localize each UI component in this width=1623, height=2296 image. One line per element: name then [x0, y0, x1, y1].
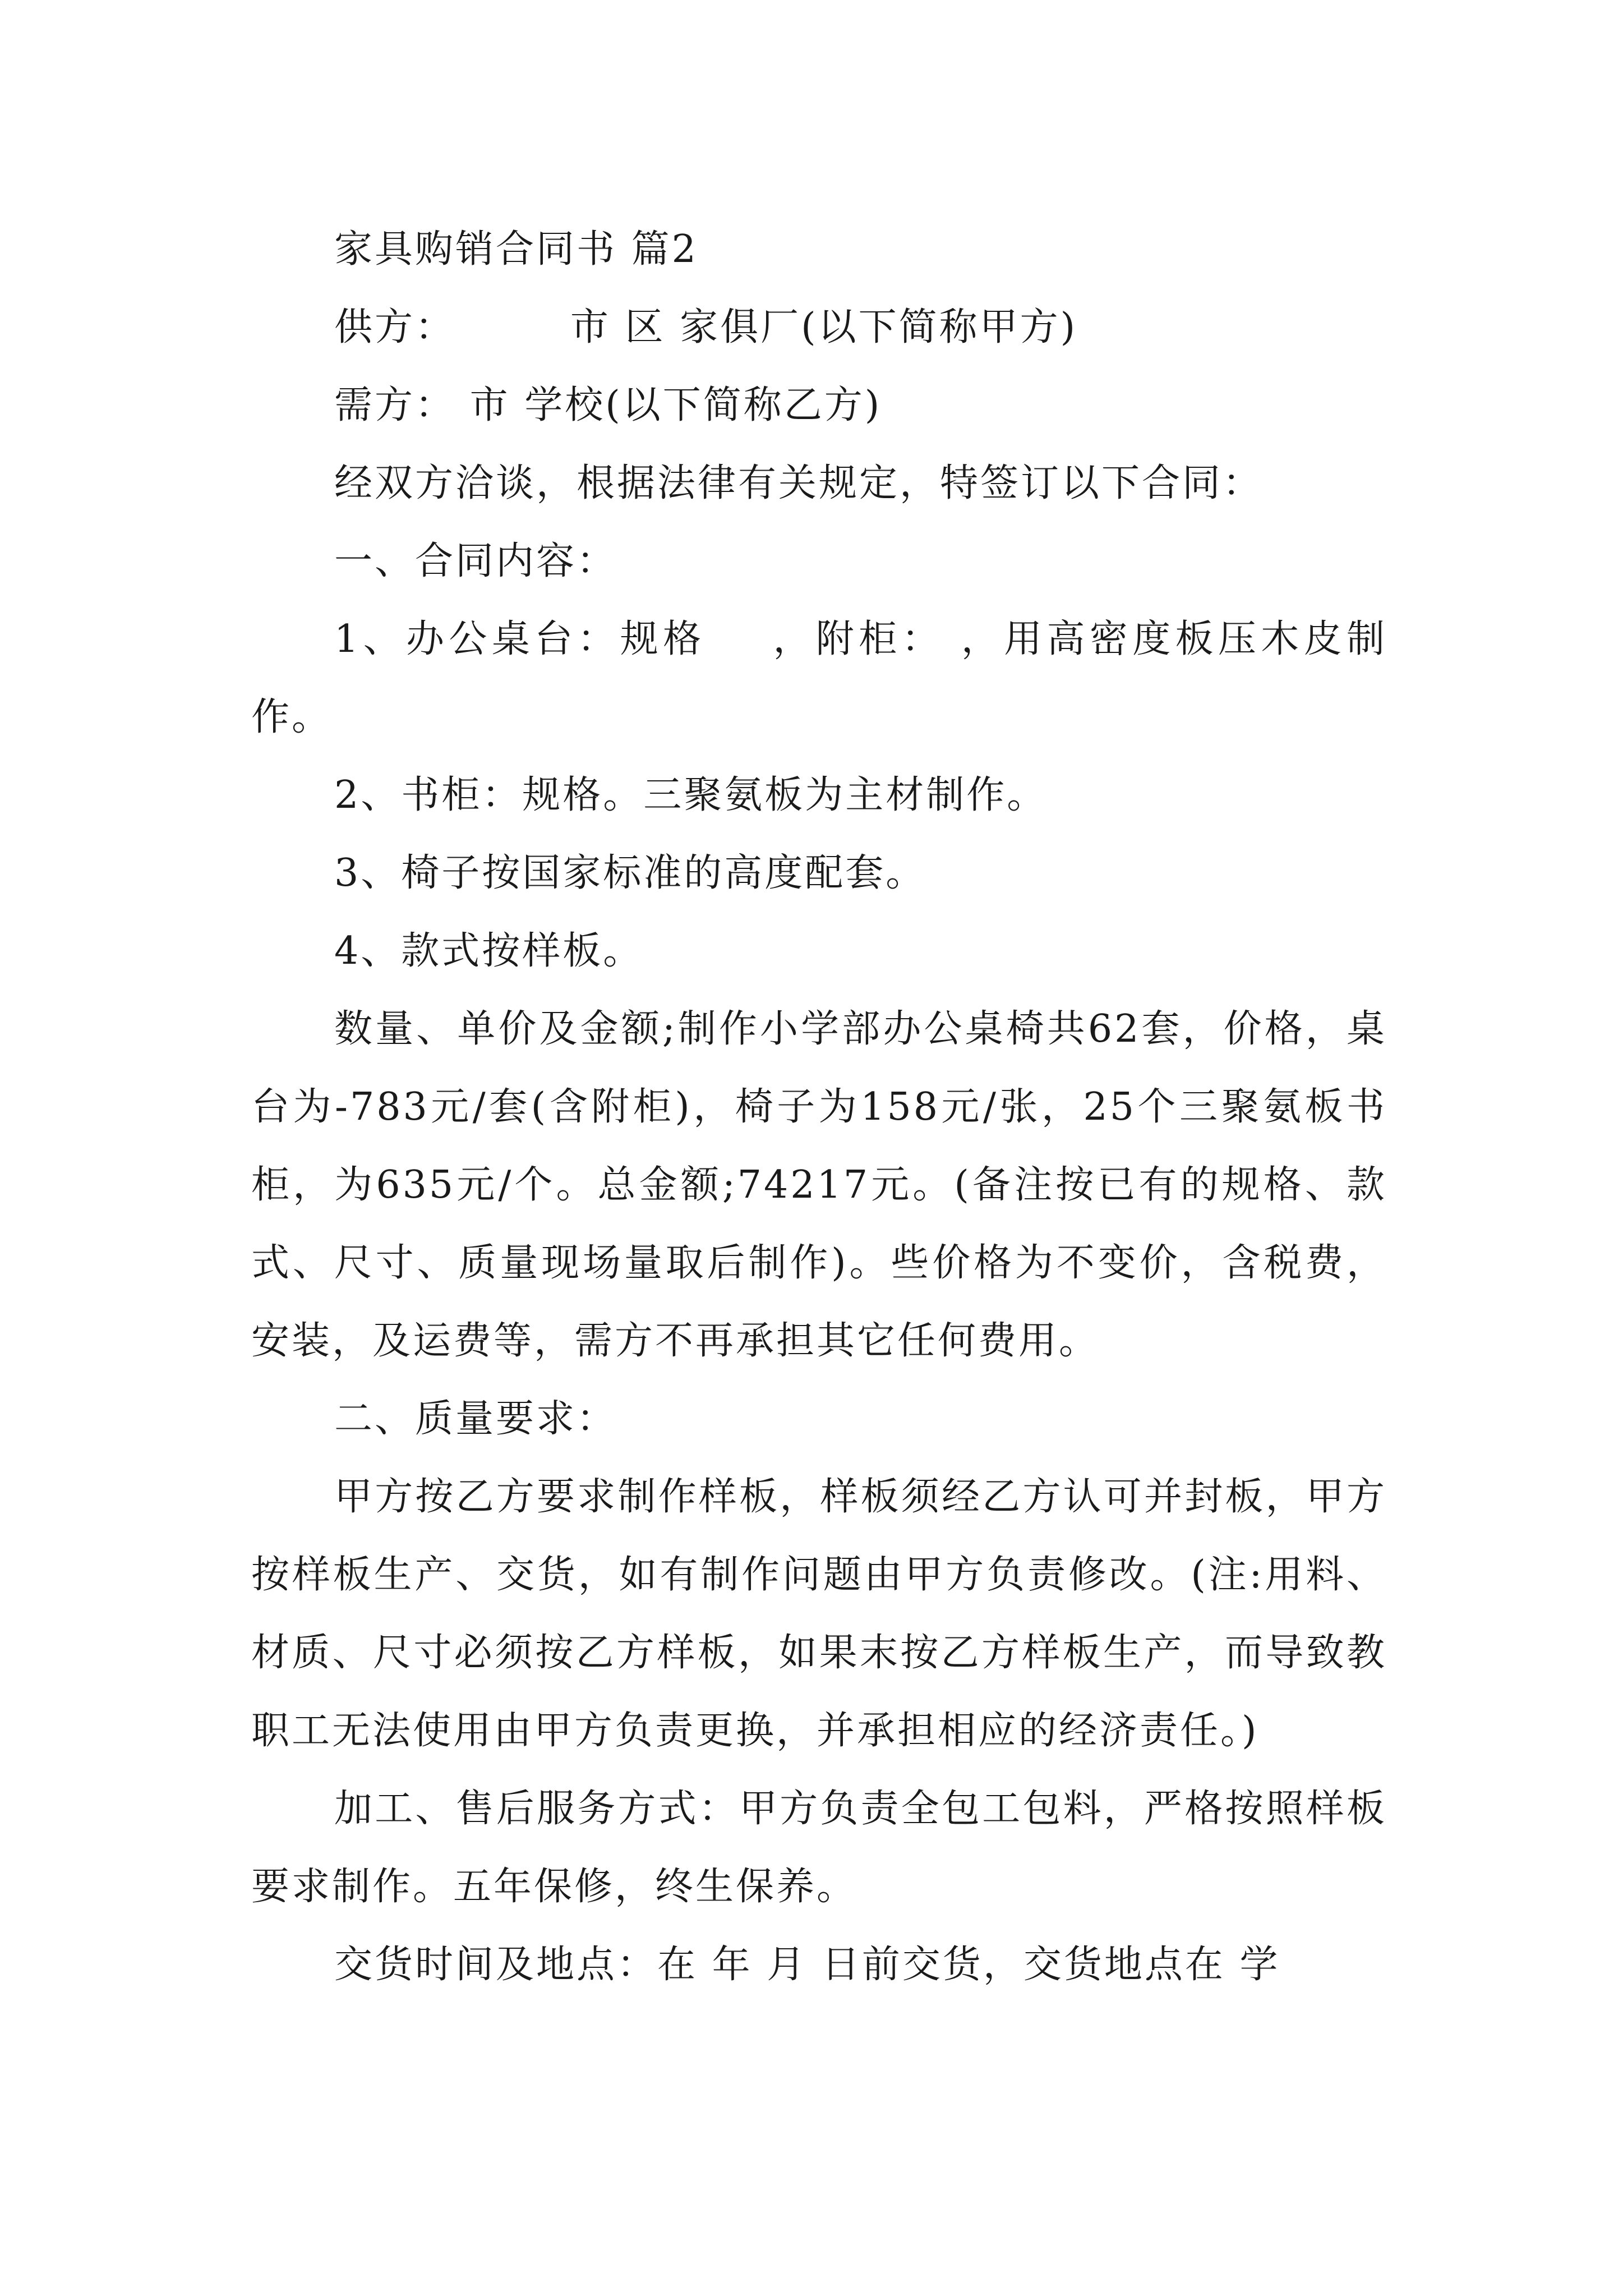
- item-chair: 3、椅子按国家标准的高度配套。: [334, 851, 926, 895]
- item-desk: 1、办公桌台：规格 ，附柜： ，用高密度板压木皮制作。: [251, 617, 1387, 739]
- contract-title: 家具购销合同书 篇2: [334, 227, 698, 272]
- after-sales-paragraph: 加工、售后服务方式：甲方负责全包工包料，严格按照样板要求制作。五年保修，终生保养。: [251, 1787, 1387, 1909]
- agreement-intro: 经双方洽谈，根据法律有关规定，特签订以下合同：: [334, 461, 1264, 505]
- quantity-price-paragraph: 数量、单价及金额;制作小学部办公桌椅共62套，价格，桌台为-783元/套(含附柜)，椅子为158元/张，25个三聚氨板书柜，为635元/个。总金额;74217元。(备注按已有的规格、款式、尺寸、质量现场量取后制作)。些价格为不变价，含税费，安装，及运费等，需方不再承担其它任何费用。: [251, 1007, 1387, 1363]
- buyer-line: 需方： 市 学校(以下简称乙方): [334, 383, 882, 427]
- quality-requirements-paragraph: 甲方按乙方要求制作样板，样板须经乙方认可并封板，甲方按样板生产、交货，如有制作问题由甲方负责修改。(注:用料、材质、尺寸必须按乙方样板，如果末按乙方样板生产，而导致教职工无法使用由甲方负责更换，并承担相应的经济责任。): [251, 1475, 1387, 1753]
- delivery-paragraph: 交货时间及地点：在 年 月 日前交货，交货地点在 学: [334, 1943, 1280, 1987]
- item-style: 4、款式按样板。: [334, 929, 644, 973]
- section-heading-quality: 二、质量要求：: [334, 1397, 617, 1441]
- contract-body: [251, 210, 1387, 2004]
- item-bookcase: 2、书柜：规格。三聚氨板为主材制作。: [334, 773, 1048, 817]
- section-heading-contents: 一、合同内容：: [334, 539, 617, 583]
- supplier-line: 供方： 市 区 家俱厂(以下简称甲方): [334, 305, 1078, 349]
